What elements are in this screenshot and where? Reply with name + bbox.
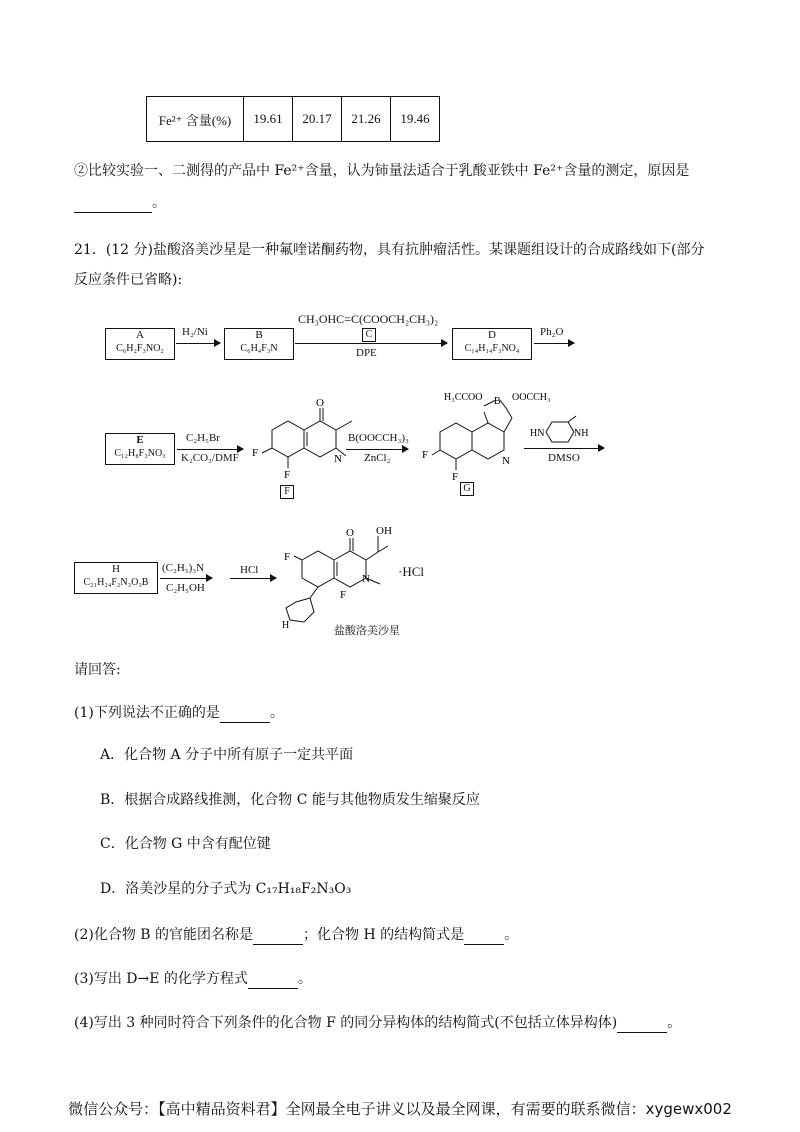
answer-blank[interactable] (617, 1018, 667, 1033)
atom-oh: OH (376, 525, 392, 537)
atom-h: H (282, 620, 290, 631)
compound-e-box: E C₁₂H₈F₃NO₃ (105, 433, 175, 465)
q20-part2-text: ②比较实验一、二测得的产品中 Fe²⁺含量，认为铈量法适合于乳酸亚铁中 Fe²⁺含量的测定，原因是 (74, 163, 690, 179)
product-name: 盐酸洛美沙星 (334, 624, 400, 637)
atom-n: N (362, 573, 370, 585)
answer-blank[interactable] (253, 930, 303, 945)
atom-nh: NH (574, 428, 589, 439)
atom-b: B (494, 396, 501, 407)
atom-o: O (316, 397, 324, 409)
table-cell: 19.46 (391, 97, 440, 142)
reagent-zncl2: ZnCl₂ (364, 452, 391, 464)
compound-f-label: F (280, 485, 294, 499)
methylpiperazine-reagent (530, 414, 590, 450)
answer-blank[interactable] (220, 708, 270, 723)
reagent-dmso: DMSO (548, 452, 580, 464)
answer-blank[interactable] (74, 198, 152, 213)
fe-content-table (146, 96, 440, 142)
compound-a-box: A C₆H₂F₃NO₂ (105, 328, 175, 360)
atom-n: N (502, 455, 510, 467)
atom-f: F (284, 469, 291, 481)
table-cell: 20.17 (293, 97, 342, 142)
compound-h-box: H C₂₁H₂₄F₂N₃O₃B (74, 562, 158, 594)
reaction-arrow (177, 449, 243, 450)
answer-blank[interactable] (464, 930, 504, 945)
atom-hn: HN (530, 428, 545, 439)
reaction-arrow (176, 343, 220, 344)
q21-intro-line2: 反应条件已省略): (74, 272, 183, 288)
atom-f: F (452, 471, 459, 483)
reagent-hcl: HCl (240, 564, 259, 576)
option-d: D．洛美沙星的分子式为 C₁₇H₁₈F₂N₃O₃ (100, 881, 352, 897)
ask-label: 请回答: (74, 662, 121, 678)
question-1: (1)下列说法不正确的是 。 (74, 705, 284, 721)
reagent-ethanol: C₂H₅OH (166, 582, 205, 594)
reagent-c2h5br: C₂H₅Br (186, 432, 220, 444)
atom-f: F (422, 449, 429, 461)
reagent-h2-ni: H₂/Ni (182, 326, 208, 338)
table-cell: 19.61 (244, 97, 293, 142)
reagent-k2co3-dmf: K₂CO₃/DMF (181, 452, 239, 464)
hcl-salt: ·HCl (398, 564, 424, 579)
reagent-c-formula: CH₃OHC=C(COOCH₂CH₃)₂ (298, 312, 439, 326)
atom-o: O (346, 527, 354, 539)
atom-f: F (284, 551, 291, 563)
reagent-dpe: DPE (356, 347, 377, 359)
reaction-arrow (160, 578, 212, 579)
g-boron-left: H₃CCOO (444, 392, 483, 403)
compound-c-label: C (362, 328, 376, 342)
reagent-b-ooccch3: B(OOCCH₃)₃ (348, 432, 409, 444)
answer-blank[interactable] (248, 974, 298, 989)
question-3: (3)写出 D→E 的化学方程式 。 (74, 971, 312, 987)
atom-n: N (334, 453, 342, 465)
atom-f: F (252, 447, 259, 459)
reaction-arrow (534, 343, 574, 344)
option-a: A．化合物 A 分子中所有原子一定共平面 (100, 747, 354, 763)
option-b: B．根据合成路线推测，化合物 C 能与其他物质发生缩聚反应 (100, 792, 480, 808)
reaction-arrow (524, 448, 604, 449)
q21-intro-line1: 21．(12 分)盐酸洛美沙星是一种氟喹诺酮药物，具有抗肿瘤活性。某课题组设计的合成路线如下(部分 (74, 242, 705, 258)
g-boron-right: OOCCH₃ (512, 392, 551, 403)
structure-f (248, 396, 354, 496)
compound-d-box: D C₁₄H₁₄F₃NO₄ (452, 328, 532, 360)
question-4: (4)写出 3 种同时符合下列条件的化合物 F 的同分异构体的结构简式(不包括立体异构体) 。 (74, 1015, 682, 1031)
reaction-arrow (230, 578, 276, 579)
reaction-arrow (295, 343, 447, 344)
atom-f: F (340, 589, 347, 601)
lomefloxacin-structure (280, 516, 400, 636)
option-c: C．化合物 G 中含有配位键 (100, 836, 271, 852)
reagent-triethylamine: (C₂H₅)₃N (162, 562, 205, 574)
compound-g-label: G (460, 482, 474, 496)
reagent-ph2o: Ph₂O (540, 326, 564, 338)
reaction-arrow (346, 449, 408, 450)
compound-b-box: B C₆H₄F₃N (224, 328, 294, 360)
table-cell: 21.26 (342, 97, 391, 142)
table-row-label: Fe²⁺ 含量(%) (147, 97, 244, 142)
footer-text: 微信公众号：【高中精品资料君】全网最全电子讲义以及最全网课，有需要的联系微信：xygewx002 (68, 1100, 732, 1118)
q20-answer-line: 。 (74, 193, 166, 213)
question-2: (2)化合物 B 的官能团名称是 ；化合物 H 的结构简式是 。 (74, 927, 519, 943)
